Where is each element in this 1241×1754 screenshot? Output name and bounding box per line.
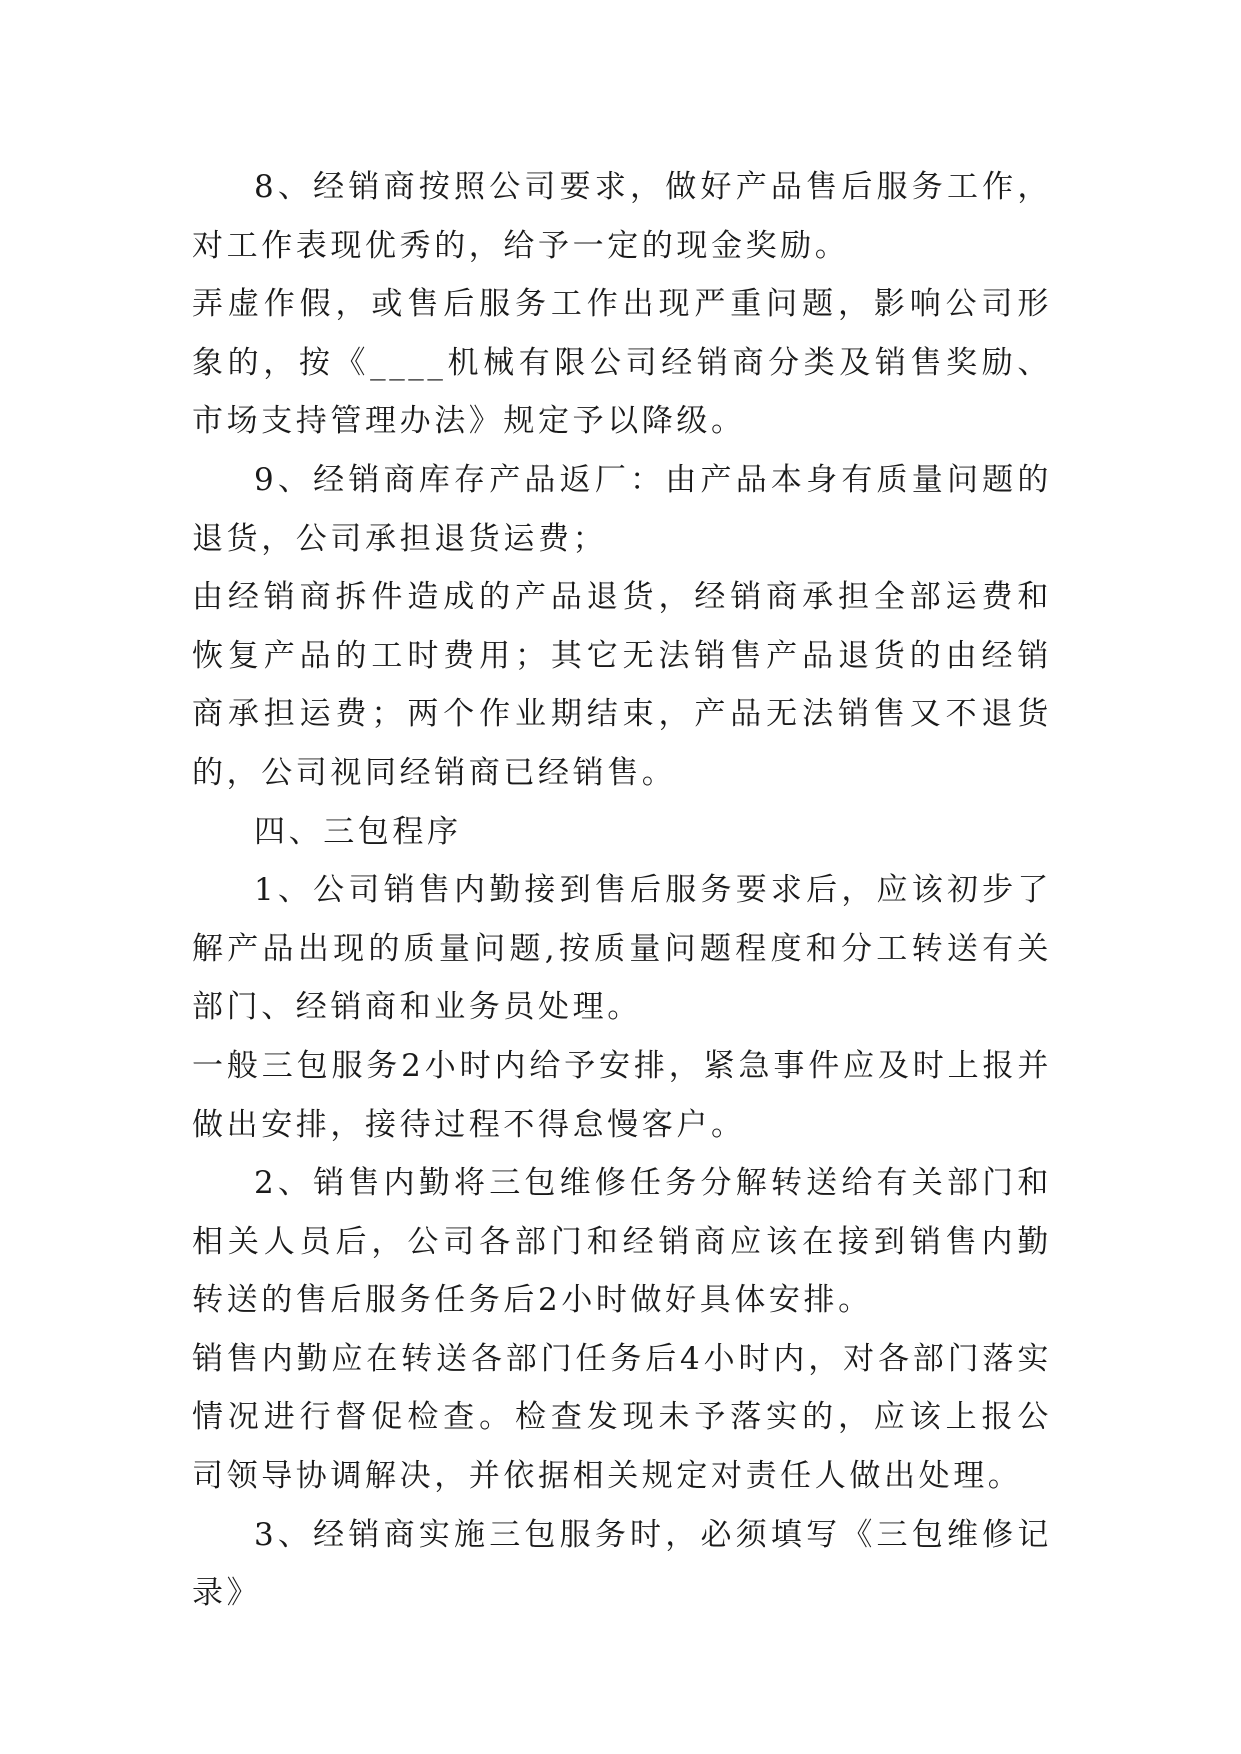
paragraph-return-costs: 由经销商拆件造成的产品退货，经销商承担全部运费和恢复产品的工时费用；其它无法销售产品退货的由经销商承担运费；两个作业期结束，产品无法销售又不退货的，公司视同经销商已经销售。 [192, 579, 1052, 791]
paragraph-8: 8、经销商按照公司要求，做好产品售后服务工作，对工作表现优秀的，给予一定的现金奖励。 [192, 169, 1052, 264]
section-heading: 四、三包程序 [254, 813, 462, 850]
paragraph-step-2: 2、销售内勤将三包维修任务分解转送给有关部门和相关人员后，公司各部门和经销商应该在接到销售内勤转送的售后服务任务后2小时做好具体安排。 [192, 1165, 1052, 1319]
paragraph-step-1-timing: 一般三包服务2小时内给予安排，紧急事件应及时上报并做出安排，接待过程不得怠慢客户。 [192, 1047, 1052, 1143]
paragraph-step-3: 3、经销商实施三包服务时，必须填写《三包维修记录》 [192, 1516, 1052, 1612]
paragraph-step-2-followup: 销售内勤应在转送各部门任务后4小时内，对各部门落实情况进行督促检查。检查发现未予落实的，应该上报公司领导协调解决，并依据相关规定对责任人做出处理。 [192, 1340, 1052, 1495]
paragraph-step-1: 1、公司销售内勤接到售后服务要求后，应该初步了解产品出现的质量问题,按质量问题程度和分工转送有关部门、经销商和业务员处理。 [192, 872, 1052, 1026]
paragraph-9: 9、经销商库存产品返厂：由产品本身有质量问题的退货，公司承担退货运费； [192, 461, 1052, 557]
document-page [192, 158, 1052, 1623]
paragraph-demotion: 弄虚作假，或售后服务工作出现严重问题，影响公司形象的，按《____机械有限公司经销商分类及销售奖励、市场支持管理办法》规定予以降级。 [192, 286, 1052, 440]
